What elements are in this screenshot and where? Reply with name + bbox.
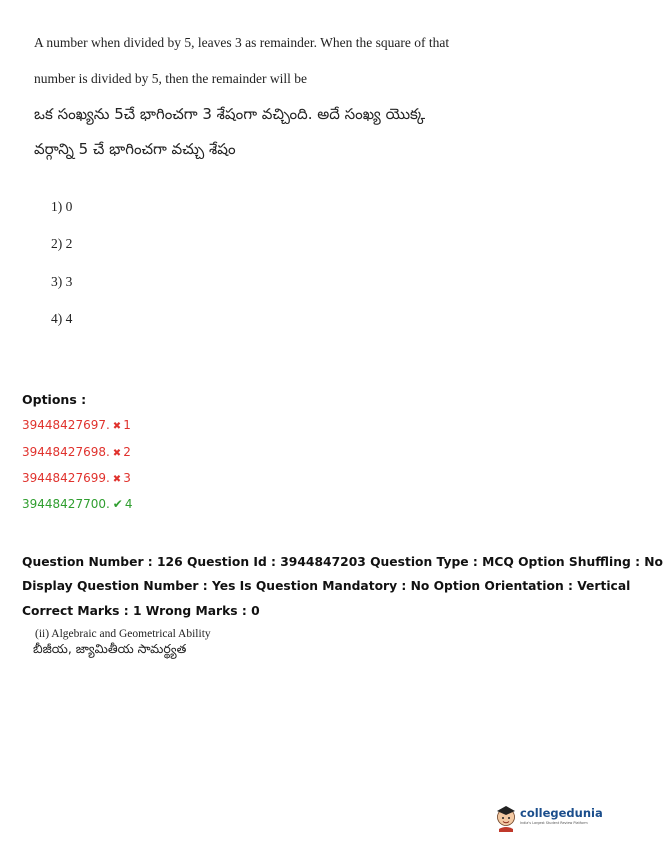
student-mascot-icon [494, 802, 518, 832]
option-id: 39448427700. [22, 497, 110, 511]
choice-3: 3) 3 [51, 274, 73, 289]
option-row [22, 471, 131, 485]
question-english-line-2: number is divided by 5, then the remainder will be [34, 71, 307, 86]
collegedunia-watermark [494, 802, 603, 832]
cross-icon: ✖ [112, 421, 122, 432]
option-id: 39448427698. [22, 445, 110, 459]
question-telugu-line-2: వర్గాన్ని 5 చే భాగించగా వచ్చు శేషం [34, 140, 236, 158]
choice-4: 4) 4 [51, 311, 73, 326]
option-row [22, 445, 131, 459]
question-meta-line-2: Display Question Number : Yes Is Question Mandatory : No Option Orientation : Vertical [22, 579, 631, 593]
section-title-english: (ii) Algebraic and Geometrical Ability [35, 628, 211, 640]
cross-icon: ✖ [112, 448, 122, 459]
choice-1: 1) 0 [51, 199, 73, 214]
option-row [22, 418, 131, 432]
option-value: 3 [123, 471, 131, 485]
watermark-name: collegedunia [520, 806, 603, 820]
check-icon: ✔ [112, 497, 123, 511]
question-telugu-line-1: ఒక సంఖ్యను 5చే భాగించగా 3 శేషంగా వచ్చింది. అదే సంఖ్య యొక్క [34, 105, 426, 123]
question-meta-line-3: Correct Marks : 1 Wrong Marks : 0 [22, 604, 260, 618]
cross-icon: ✖ [112, 474, 122, 485]
option-row [22, 497, 133, 511]
choice-2: 2) 2 [51, 236, 73, 251]
option-id: 39448427697. [22, 418, 110, 432]
options-heading: Options : [22, 392, 87, 407]
question-meta-line-1: Question Number : 126 Question Id : 3944847203 Question Type : MCQ Option Shuffling : No [22, 555, 663, 569]
option-value: 1 [123, 418, 131, 432]
option-value: 2 [123, 445, 131, 459]
watermark-tagline: India's Largest Student Review Platform [520, 821, 588, 825]
section-title-telugu: బీజీయ, జ్యామితీయ సామర్థ్యత [33, 641, 187, 656]
option-value: 4 [124, 497, 133, 511]
option-id: 39448427699. [22, 471, 110, 485]
question-english-line-1: A number when divided by 5, leaves 3 as remainder. When the square of that [34, 35, 450, 50]
